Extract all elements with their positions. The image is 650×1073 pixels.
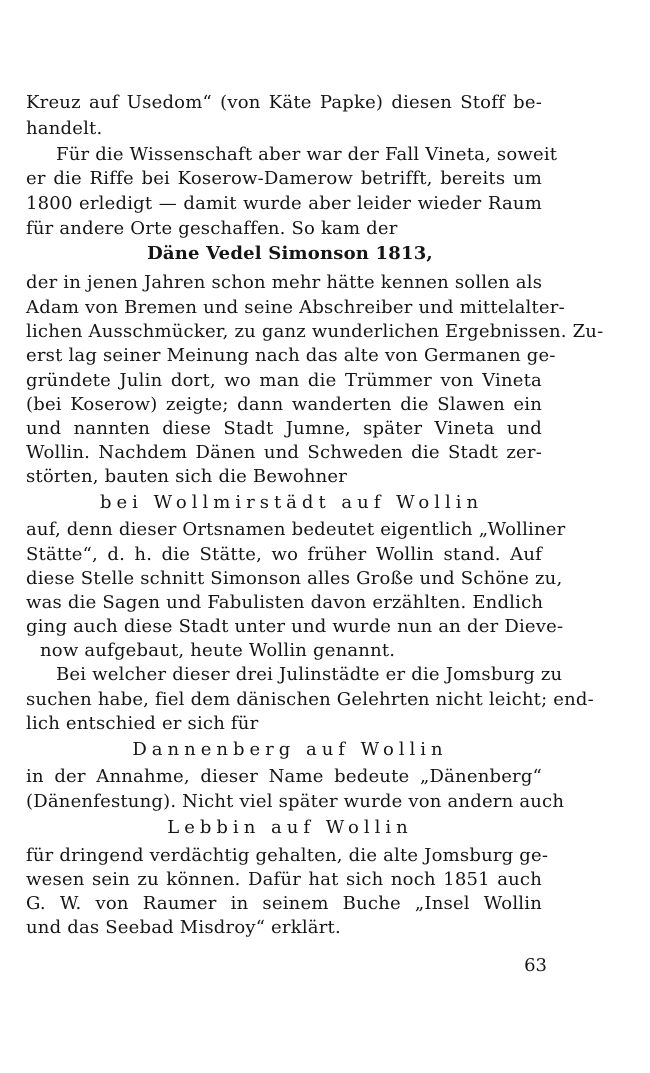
text-line: gründete Julin dort, wo man die Trümmer von Vineta <box>26 370 542 391</box>
text-line: lichen Ausschmücker, zu ganz wunderlichen Ergebnissen. Zu- <box>26 321 604 342</box>
text-line: Für die Wissenschaft aber war der Fall Vineta, soweit <box>56 144 558 165</box>
text-line: störten, bauten sich die Bewohner <box>26 466 348 487</box>
text-line: der in jenen Jahren schon mehr hätte kennen sollen als <box>26 272 543 293</box>
text-line: für andere Orte geschaffen. So kam der <box>26 218 398 239</box>
text-line: suchen habe, fiel dem dänischen Gelehrten nicht leicht; end- <box>26 689 594 710</box>
text-line: Wollin. Nachdem Dänen und Schweden die Stadt zer- <box>26 442 542 463</box>
text-line: und nannten diese Stadt Jumne, später Vineta und <box>26 418 542 439</box>
text-line: erst lag seiner Meinung nach das alte von Germanen ge- <box>26 345 556 366</box>
text-line: handelt. <box>26 118 103 139</box>
place-heading: bei Wollmirstädt auf Wollin <box>100 492 484 513</box>
text-line: Adam von Bremen und seine Abschreiber und mittelalter- <box>26 297 565 318</box>
section-heading: Däne Vedel Simonson 1813, <box>147 243 433 264</box>
text-line: was die Sagen und Fabulisten davon erzählten. Endlich <box>26 592 544 613</box>
text-line: 1800 erledigt — damit wurde aber leider wieder Raum <box>26 193 542 214</box>
text-line: diese Stelle schnitt Simonson alles Große und Schöne zu, <box>26 568 563 589</box>
text-line: (Dänenfestung). Nicht viel später wurde von andern auch <box>26 791 565 812</box>
place-heading: Lebbin auf Wollin <box>167 817 413 838</box>
text-line: auf, denn dieser Ortsnamen bedeutet eigentlich „Wolliner <box>26 519 566 540</box>
text-line: wesen sein zu können. Dafür hat sich noch 1851 auch <box>26 869 542 890</box>
text-line: Bei welcher dieser drei Julinstädte er die Jomsburg zu <box>56 664 563 685</box>
text-line: Kreuz auf Usedom“ (von Käte Papke) diesen Stoff be- <box>26 92 542 113</box>
text-line: (bei Koserow) zeigte; dann wanderten die Slawen ein <box>26 394 542 415</box>
text-line: er die Riffe bei Koserow-Damerow betrifft, bereits um <box>26 168 542 189</box>
text-line: ging auch diese Stadt unter und wurde nun an der Dieve- <box>26 616 564 637</box>
text-line: now aufgebaut, heute Wollin genannt. <box>40 640 396 661</box>
page-number: 63 <box>524 955 547 976</box>
text-line: für dringend verdächtig gehalten, die alte Jomsburg ge- <box>26 845 549 866</box>
text-line: lich entschied er sich für <box>26 713 259 734</box>
place-heading: Dannenberg auf Wollin <box>132 739 448 760</box>
text-line: G. W. von Raumer in seinem Buche „Insel Wollin <box>26 893 542 914</box>
text-line: in der Annahme, dieser Name bedeute „Dänenberg“ <box>26 766 542 787</box>
text-line: Stätte“, d. h. die Stätte, wo früher Wollin stand. Auf <box>26 544 542 565</box>
text-line: und das Seebad Misdroy“ erklärt. <box>26 917 341 938</box>
